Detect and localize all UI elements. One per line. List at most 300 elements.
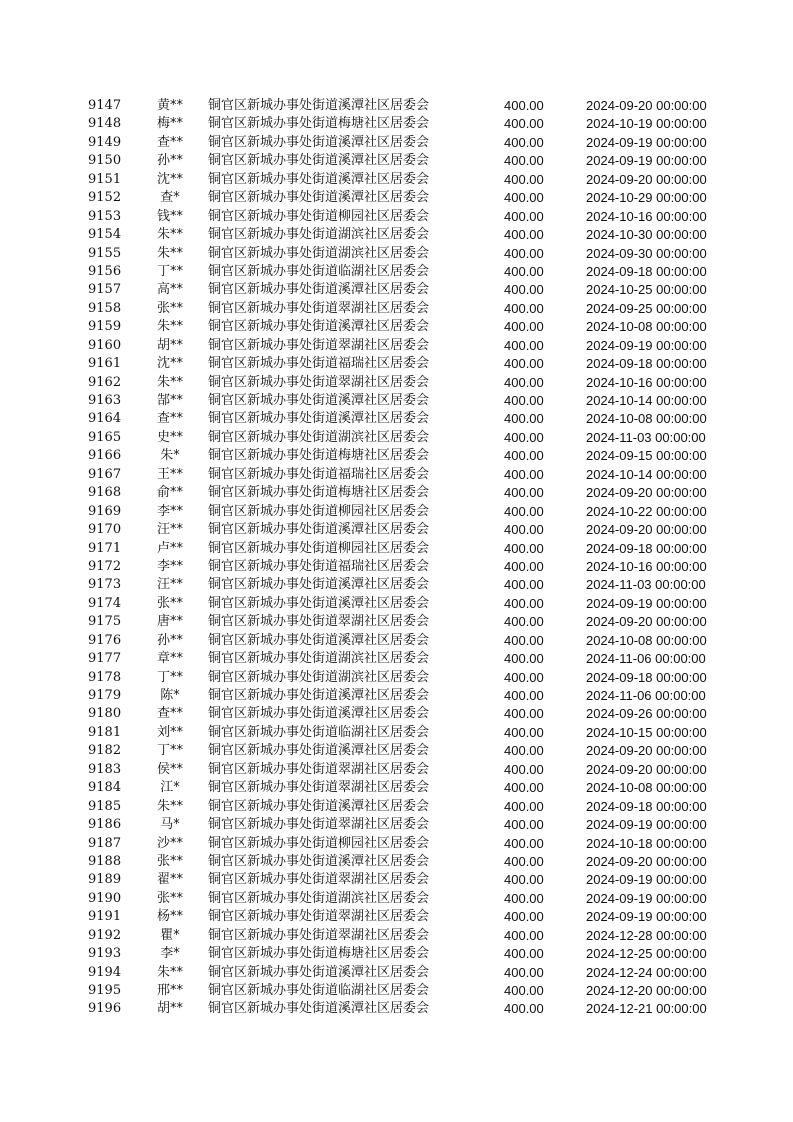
row-name: 沙** xyxy=(156,835,183,851)
table-row xyxy=(0,355,793,373)
row-unit: 铜官区新城办事处街道梅塘社区居委会 xyxy=(208,448,430,464)
row-unit: 铜官区新城办事处街道湖滨社区居委会 xyxy=(208,669,430,685)
row-name: 王** xyxy=(156,466,183,482)
row-name: 孙** xyxy=(156,632,183,648)
row-date: 2024-09-19 00:00:00 xyxy=(586,337,707,353)
row-amount: 400.00 xyxy=(504,964,544,980)
row-name: 丁** xyxy=(156,743,183,759)
row-id: 9152 xyxy=(88,190,122,206)
row-id: 9192 xyxy=(88,927,122,943)
row-id: 9158 xyxy=(88,300,122,316)
row-date: 2024-10-25 00:00:00 xyxy=(586,282,707,298)
row-unit: 铜官区新城办事处街道溪潭社区居委会 xyxy=(208,706,430,722)
row-amount: 400.00 xyxy=(504,98,544,113)
row-unit: 铜官区新城办事处街道溪潭社区居委会 xyxy=(208,411,430,427)
row-amount: 400.00 xyxy=(504,872,544,888)
table-row xyxy=(0,835,793,853)
row-unit: 铜官区新城办事处街道柳园社区居委会 xyxy=(208,835,430,851)
row-amount: 400.00 xyxy=(504,595,544,611)
row-id: 9184 xyxy=(88,780,122,796)
row-amount: 400.00 xyxy=(504,411,544,427)
row-id: 9174 xyxy=(88,595,122,611)
row-unit: 铜官区新城办事处街道翠湖社区居委会 xyxy=(208,374,430,390)
table-row xyxy=(0,447,793,465)
row-name: 章** xyxy=(156,651,183,667)
row-date: 2024-11-03 00:00:00 xyxy=(586,429,706,445)
row-date: 2024-09-19 00:00:00 xyxy=(586,817,707,833)
row-unit: 铜官区新城办事处街道柳园社区居委会 xyxy=(208,208,430,224)
row-date: 2024-10-08 00:00:00 xyxy=(586,632,707,648)
row-id: 9156 xyxy=(88,263,122,279)
table-row xyxy=(0,927,793,945)
row-unit: 铜官区新城办事处街道溪潭社区居委会 xyxy=(208,798,430,814)
row-name: 孙** xyxy=(156,153,183,169)
row-date: 2024-12-25 00:00:00 xyxy=(586,946,707,962)
row-unit: 铜官区新城办事处街道溪潭社区居委会 xyxy=(208,171,430,187)
row-name: 黄** xyxy=(156,98,183,113)
row-unit: 铜官区新城办事处街道福瑞社区居委会 xyxy=(208,466,430,482)
table-row xyxy=(0,890,793,908)
row-date: 2024-12-21 00:00:00 xyxy=(586,1001,707,1017)
row-name: 梅** xyxy=(156,116,183,132)
row-amount: 400.00 xyxy=(504,817,544,833)
row-id: 9160 xyxy=(88,337,122,353)
row-name: 汪** xyxy=(156,577,183,593)
row-date: 2024-09-18 00:00:00 xyxy=(586,540,707,556)
row-name: 张** xyxy=(156,890,183,906)
row-amount: 400.00 xyxy=(504,835,544,851)
row-date: 2024-10-29 00:00:00 xyxy=(586,190,707,206)
row-amount: 400.00 xyxy=(504,927,544,943)
table-row xyxy=(0,798,793,816)
row-amount: 400.00 xyxy=(504,190,544,206)
row-id: 9183 xyxy=(88,761,122,777)
table-row xyxy=(0,779,793,797)
table-row xyxy=(0,576,793,594)
row-unit: 铜官区新城办事处街道溪潭社区居委会 xyxy=(208,688,430,703)
table-row xyxy=(0,724,793,742)
row-name: 钱** xyxy=(156,208,183,224)
row-unit: 铜官区新城办事处街道翠湖社区居委会 xyxy=(208,614,430,630)
row-name: 查* xyxy=(160,190,180,206)
table-row xyxy=(0,318,793,336)
row-amount: 400.00 xyxy=(504,522,544,538)
row-name: 史** xyxy=(156,429,183,445)
row-id: 9178 xyxy=(88,669,122,685)
row-unit: 铜官区新城办事处街道溪潭社区居委会 xyxy=(208,393,430,408)
row-unit: 铜官区新城办事处街道翠湖社区居委会 xyxy=(208,817,430,833)
row-id: 9188 xyxy=(88,853,122,869)
row-id: 9187 xyxy=(88,835,122,851)
row-name: 沈** xyxy=(156,356,183,372)
row-unit: 铜官区新城办事处街道湖滨社区居委会 xyxy=(208,890,430,906)
row-id: 9194 xyxy=(88,964,122,980)
row-name: 朱** xyxy=(156,964,183,980)
row-name: 朱** xyxy=(156,245,183,261)
table-row xyxy=(0,281,793,299)
row-id: 9186 xyxy=(88,817,122,833)
row-unit: 铜官区新城办事处街道梅塘社区居委会 xyxy=(208,485,430,501)
table-row xyxy=(0,853,793,871)
row-unit: 铜官区新城办事处街道翠湖社区居委会 xyxy=(208,761,430,777)
row-unit: 铜官区新城办事处街道翠湖社区居委会 xyxy=(208,927,430,943)
row-date: 2024-09-15 00:00:00 xyxy=(586,448,707,464)
row-id: 9172 xyxy=(88,558,122,574)
table-row xyxy=(0,705,793,723)
row-amount: 400.00 xyxy=(504,503,544,519)
row-unit: 铜官区新城办事处街道溪潭社区居委会 xyxy=(208,632,430,648)
row-amount: 400.00 xyxy=(504,688,544,703)
row-unit: 铜官区新城办事处街道溪潭社区居委会 xyxy=(208,853,430,869)
row-unit: 铜官区新城办事处街道翠湖社区居委会 xyxy=(208,909,430,925)
row-name: 查** xyxy=(156,706,183,722)
row-id: 9195 xyxy=(88,983,122,998)
row-id: 9177 xyxy=(88,651,122,667)
row-date: 2024-09-19 00:00:00 xyxy=(586,872,707,888)
table-row xyxy=(0,742,793,760)
row-name: 李** xyxy=(156,503,183,519)
row-date: 2024-10-16 00:00:00 xyxy=(586,558,707,574)
row-amount: 400.00 xyxy=(504,337,544,353)
table-row xyxy=(0,595,793,613)
row-id: 9165 xyxy=(88,429,122,445)
row-unit: 铜官区新城办事处街道溪潭社区居委会 xyxy=(208,190,430,206)
table-row xyxy=(0,97,793,115)
row-unit: 铜官区新城办事处街道福瑞社区居委会 xyxy=(208,356,430,372)
table-row xyxy=(0,134,793,152)
row-name: 张** xyxy=(156,853,183,869)
row-name: 高** xyxy=(156,282,183,298)
row-unit: 铜官区新城办事处街道福瑞社区居委会 xyxy=(208,558,430,574)
row-name: 翟** xyxy=(156,872,183,888)
row-unit: 铜官区新城办事处街道湖滨社区居委会 xyxy=(208,651,430,667)
row-date: 2024-09-26 00:00:00 xyxy=(586,706,707,722)
table-row xyxy=(0,300,793,318)
row-unit: 铜官区新城办事处街道湖滨社区居委会 xyxy=(208,227,430,243)
row-amount: 400.00 xyxy=(504,577,544,593)
row-unit: 铜官区新城办事处街道溪潭社区居委会 xyxy=(208,319,430,335)
row-name: 张** xyxy=(156,300,183,316)
row-unit: 铜官区新城办事处街道溪潭社区居委会 xyxy=(208,153,430,169)
row-date: 2024-09-18 00:00:00 xyxy=(586,263,707,279)
row-date: 2024-09-19 00:00:00 xyxy=(586,153,707,169)
row-date: 2024-09-18 00:00:00 xyxy=(586,669,707,685)
table-row xyxy=(0,337,793,355)
row-amount: 400.00 xyxy=(504,153,544,169)
row-unit: 铜官区新城办事处街道溪潭社区居委会 xyxy=(208,577,430,593)
table-row xyxy=(0,503,793,521)
row-amount: 400.00 xyxy=(504,245,544,261)
row-id: 9169 xyxy=(88,503,122,519)
row-amount: 400.00 xyxy=(504,614,544,630)
row-amount: 400.00 xyxy=(504,540,544,556)
table-row xyxy=(0,908,793,926)
row-id: 9185 xyxy=(88,798,122,814)
row-amount: 400.00 xyxy=(504,429,544,445)
row-unit: 铜官区新城办事处街道翠湖社区居委会 xyxy=(208,300,430,316)
row-id: 9161 xyxy=(88,356,122,372)
table-row xyxy=(0,1000,793,1018)
row-name: 丁** xyxy=(156,263,183,279)
table-row xyxy=(0,687,793,705)
row-id: 9173 xyxy=(88,577,122,593)
row-unit: 铜官区新城办事处街道溪潭社区居委会 xyxy=(208,134,430,150)
row-name: 杨** xyxy=(156,909,183,925)
table-row xyxy=(0,429,793,447)
row-date: 2024-11-03 00:00:00 xyxy=(586,577,706,593)
row-id: 9164 xyxy=(88,411,122,427)
row-date: 2024-10-19 00:00:00 xyxy=(586,116,707,132)
row-date: 2024-12-28 00:00:00 xyxy=(586,927,707,943)
row-name: 丁** xyxy=(156,669,183,685)
row-id: 9163 xyxy=(88,393,122,408)
row-date: 2024-09-19 00:00:00 xyxy=(586,595,707,611)
row-date: 2024-10-15 00:00:00 xyxy=(586,724,707,740)
row-date: 2024-10-08 00:00:00 xyxy=(586,411,707,427)
table-row xyxy=(0,558,793,576)
row-unit: 铜官区新城办事处街道临湖社区居委会 xyxy=(208,724,430,740)
row-amount: 400.00 xyxy=(504,356,544,372)
row-id: 9170 xyxy=(88,522,122,538)
row-unit: 铜官区新城办事处街道溪潭社区居委会 xyxy=(208,1001,430,1017)
table-row xyxy=(0,208,793,226)
table-row xyxy=(0,650,793,668)
row-id: 9154 xyxy=(88,227,122,243)
row-id: 9157 xyxy=(88,282,122,298)
row-amount: 400.00 xyxy=(504,227,544,243)
row-date: 2024-11-06 00:00:00 xyxy=(586,651,706,667)
row-name: 汪** xyxy=(156,522,183,538)
row-unit: 铜官区新城办事处街道梅塘社区居委会 xyxy=(208,116,430,132)
row-unit: 铜官区新城办事处街道翠湖社区居委会 xyxy=(208,337,430,353)
row-amount: 400.00 xyxy=(504,558,544,574)
row-unit: 铜官区新城办事处街道溪潭社区居委会 xyxy=(208,595,430,611)
row-amount: 400.00 xyxy=(504,319,544,335)
row-id: 9176 xyxy=(88,632,122,648)
row-unit: 铜官区新城办事处街道溪潭社区居委会 xyxy=(208,98,430,113)
row-date: 2024-11-06 00:00:00 xyxy=(586,688,706,703)
table-row xyxy=(0,115,793,133)
row-unit: 铜官区新城办事处街道溪潭社区居委会 xyxy=(208,522,430,538)
row-unit: 铜官区新城办事处街道翠湖社区居委会 xyxy=(208,780,430,796)
row-unit: 铜官区新城办事处街道溪潭社区居委会 xyxy=(208,964,430,980)
row-amount: 400.00 xyxy=(504,780,544,796)
row-date: 2024-10-30 00:00:00 xyxy=(586,227,707,243)
row-amount: 400.00 xyxy=(504,466,544,482)
row-id: 9196 xyxy=(88,1001,122,1017)
row-name: 刘** xyxy=(156,724,183,740)
row-name: 朱** xyxy=(156,227,183,243)
row-date: 2024-09-20 00:00:00 xyxy=(586,98,707,113)
row-amount: 400.00 xyxy=(504,208,544,224)
table-row xyxy=(0,632,793,650)
row-date: 2024-09-20 00:00:00 xyxy=(586,761,707,777)
row-amount: 400.00 xyxy=(504,171,544,187)
table-row xyxy=(0,484,793,502)
row-date: 2024-09-20 00:00:00 xyxy=(586,485,707,501)
row-id: 9147 xyxy=(88,98,122,113)
document-table xyxy=(0,97,793,1019)
table-row xyxy=(0,613,793,631)
row-date: 2024-10-08 00:00:00 xyxy=(586,780,707,796)
row-date: 2024-12-24 00:00:00 xyxy=(586,964,707,980)
row-name: 郜** xyxy=(156,393,183,408)
row-name: 邢** xyxy=(156,983,183,998)
row-amount: 400.00 xyxy=(504,761,544,777)
table-row xyxy=(0,263,793,281)
row-id: 9149 xyxy=(88,134,122,150)
row-amount: 400.00 xyxy=(504,853,544,869)
row-amount: 400.00 xyxy=(504,1001,544,1017)
row-date: 2024-10-22 00:00:00 xyxy=(586,503,707,519)
row-id: 9155 xyxy=(88,245,122,261)
row-name: 沈** xyxy=(156,171,183,187)
row-name: 江* xyxy=(160,780,180,796)
row-name: 朱* xyxy=(160,448,180,464)
row-amount: 400.00 xyxy=(504,890,544,906)
row-id: 9162 xyxy=(88,374,122,390)
row-name: 俞** xyxy=(156,485,183,501)
row-date: 2024-10-08 00:00:00 xyxy=(586,319,707,335)
row-id: 9167 xyxy=(88,466,122,482)
row-amount: 400.00 xyxy=(504,909,544,925)
table-row xyxy=(0,982,793,1000)
row-id: 9166 xyxy=(88,448,122,464)
table-row xyxy=(0,466,793,484)
table-row xyxy=(0,816,793,834)
row-id: 9151 xyxy=(88,171,122,187)
row-id: 9180 xyxy=(88,706,122,722)
row-date: 2024-09-18 00:00:00 xyxy=(586,798,707,814)
row-date: 2024-09-20 00:00:00 xyxy=(586,171,707,187)
row-name: 马* xyxy=(160,817,180,833)
row-date: 2024-09-18 00:00:00 xyxy=(586,356,707,372)
row-unit: 铜官区新城办事处街道临湖社区居委会 xyxy=(208,983,430,998)
row-date: 2024-09-19 00:00:00 xyxy=(586,909,707,925)
table-row xyxy=(0,189,793,207)
row-date: 2024-10-14 00:00:00 xyxy=(586,466,707,482)
row-unit: 铜官区新城办事处街道溪潭社区居委会 xyxy=(208,282,430,298)
row-name: 陈* xyxy=(160,688,180,703)
row-amount: 400.00 xyxy=(504,448,544,464)
table-row xyxy=(0,226,793,244)
row-name: 胡** xyxy=(156,337,183,353)
row-date: 2024-09-19 00:00:00 xyxy=(586,134,707,150)
row-id: 9150 xyxy=(88,153,122,169)
row-id: 9159 xyxy=(88,319,122,335)
table-row xyxy=(0,761,793,779)
row-id: 9189 xyxy=(88,872,122,888)
row-amount: 400.00 xyxy=(504,669,544,685)
row-amount: 400.00 xyxy=(504,743,544,759)
table-row xyxy=(0,521,793,539)
row-unit: 铜官区新城办事处街道湖滨社区居委会 xyxy=(208,429,430,445)
row-id: 9191 xyxy=(88,909,122,925)
row-name: 李** xyxy=(156,558,183,574)
row-unit: 铜官区新城办事处街道柳园社区居委会 xyxy=(208,503,430,519)
row-name: 朱** xyxy=(156,374,183,390)
row-date: 2024-10-14 00:00:00 xyxy=(586,393,707,408)
row-id: 9179 xyxy=(88,688,122,703)
row-date: 2024-10-16 00:00:00 xyxy=(586,208,707,224)
row-date: 2024-09-20 00:00:00 xyxy=(586,743,707,759)
row-name: 李* xyxy=(160,946,180,962)
row-amount: 400.00 xyxy=(504,651,544,667)
row-id: 9181 xyxy=(88,724,122,740)
row-date: 2024-10-18 00:00:00 xyxy=(586,835,707,851)
row-amount: 400.00 xyxy=(504,282,544,298)
row-date: 2024-12-20 00:00:00 xyxy=(586,983,707,998)
row-amount: 400.00 xyxy=(504,706,544,722)
row-amount: 400.00 xyxy=(504,485,544,501)
row-name: 胡** xyxy=(156,1001,183,1017)
row-name: 查** xyxy=(156,134,183,150)
row-name: 瞿* xyxy=(160,927,180,943)
row-amount: 400.00 xyxy=(504,116,544,132)
table-row xyxy=(0,945,793,963)
table-row xyxy=(0,171,793,189)
row-amount: 400.00 xyxy=(504,134,544,150)
row-id: 9168 xyxy=(88,485,122,501)
row-date: 2024-09-25 00:00:00 xyxy=(586,300,707,316)
row-id: 9171 xyxy=(88,540,122,556)
row-name: 卢** xyxy=(156,540,183,556)
row-amount: 400.00 xyxy=(504,798,544,814)
row-amount: 400.00 xyxy=(504,946,544,962)
row-name: 唐** xyxy=(156,614,183,630)
row-date: 2024-09-20 00:00:00 xyxy=(586,853,707,869)
row-name: 查** xyxy=(156,411,183,427)
row-date: 2024-09-20 00:00:00 xyxy=(586,614,707,630)
row-amount: 400.00 xyxy=(504,724,544,740)
row-unit: 铜官区新城办事处街道临湖社区居委会 xyxy=(208,263,430,279)
row-name: 朱** xyxy=(156,319,183,335)
table-row xyxy=(0,245,793,263)
table-row xyxy=(0,392,793,410)
row-unit: 铜官区新城办事处街道溪潭社区居委会 xyxy=(208,743,430,759)
row-id: 9175 xyxy=(88,614,122,630)
row-unit: 铜官区新城办事处街道湖滨社区居委会 xyxy=(208,245,430,261)
row-date: 2024-10-16 00:00:00 xyxy=(586,374,707,390)
row-date: 2024-09-20 00:00:00 xyxy=(586,522,707,538)
row-id: 9148 xyxy=(88,116,122,132)
table-row xyxy=(0,669,793,687)
row-name: 侯** xyxy=(156,761,183,777)
table-row xyxy=(0,871,793,889)
table-row xyxy=(0,410,793,428)
table-row xyxy=(0,374,793,392)
row-id: 9190 xyxy=(88,890,122,906)
row-amount: 400.00 xyxy=(504,983,544,998)
row-date: 2024-09-19 00:00:00 xyxy=(586,890,707,906)
table-row xyxy=(0,540,793,558)
row-id: 9153 xyxy=(88,208,122,224)
row-id: 9193 xyxy=(88,946,122,962)
row-id: 9182 xyxy=(88,743,122,759)
row-unit: 铜官区新城办事处街道柳园社区居委会 xyxy=(208,540,430,556)
table-row xyxy=(0,152,793,170)
row-date: 2024-09-30 00:00:00 xyxy=(586,245,707,261)
row-amount: 400.00 xyxy=(504,632,544,648)
row-unit: 铜官区新城办事处街道梅塘社区居委会 xyxy=(208,946,430,962)
row-unit: 铜官区新城办事处街道翠湖社区居委会 xyxy=(208,872,430,888)
table-row xyxy=(0,964,793,982)
row-name: 张** xyxy=(156,595,183,611)
row-amount: 400.00 xyxy=(504,300,544,316)
row-amount: 400.00 xyxy=(504,374,544,390)
row-amount: 400.00 xyxy=(504,263,544,279)
row-name: 朱** xyxy=(156,798,183,814)
